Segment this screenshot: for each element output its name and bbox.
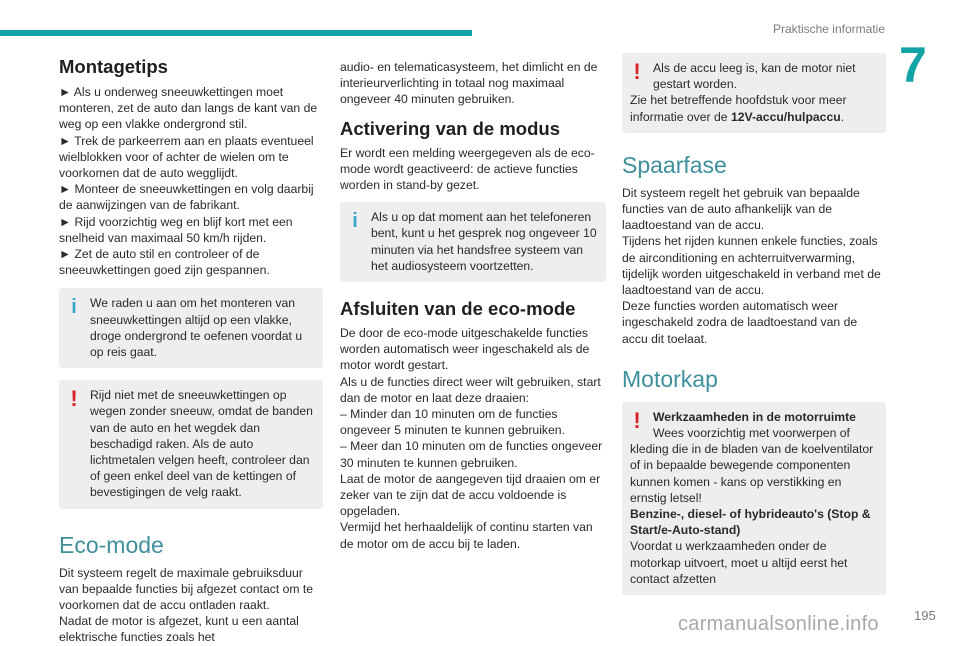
warning-icon: ! bbox=[633, 59, 641, 84]
info-box-phone bbox=[340, 202, 606, 282]
warning-box-line1: Als de accu leeg is, kan de motor niet gestart worden. bbox=[653, 61, 856, 92]
chapter-number: 7 bbox=[899, 37, 927, 93]
spaarfase-text: Dit systeem regelt het gebruik van bepaalde functies van de auto afhankelijk van de laadtoestand van de accu. Tijdens het rijden kunnen enkele functies, zoals de airconditioning en achterruitverwarming, tijdelijk worden uitgeschakeld in verband met de laadtoestand van de accu. Deze functies worden automatisch weer ingeschakeld zodra de laadtoestand van de accu dit toelaat. bbox=[622, 185, 881, 346]
motorkap-title: Motorkap bbox=[622, 365, 718, 392]
warning-box-battery bbox=[622, 53, 886, 133]
info-box-montage bbox=[59, 288, 323, 368]
warning-icon: ! bbox=[70, 386, 78, 412]
warning-box-line2-end: . bbox=[840, 109, 845, 124]
warning-icon: ! bbox=[633, 407, 641, 433]
column-3 bbox=[622, 53, 886, 595]
header-accent-bar bbox=[0, 30, 472, 36]
afsluiten-title: Afsluiten van de eco-mode bbox=[340, 298, 576, 320]
watermark: carmanualsonline.info bbox=[678, 613, 879, 635]
page-number: 195 bbox=[914, 608, 936, 623]
ecomode-text: Dit systeem regelt de maximale gebruiksduur van bepaalde functies bij afgezet contact om te voorkomen dat de accu ontladen raakt. Nadat de motor is afgezet, kunt u een aantal elektrische functies zoals het bbox=[59, 565, 314, 645]
warning-box-text: Rijd niet met de sneeuwkettingen op wegen zonder sneeuw, omdat de banden van de auto en het wegdek dan beschadigd raken. Als de auto lichtmetalen velgen heeft, controleer dan of geen enkel deel van de kettingen of bevestigingen de velg raakt. bbox=[90, 388, 313, 500]
afsluiten-text: De door de eco-mode uitgeschakelde functies worden automatisch weer ingeschakeld als de motor wordt gestart. Als u de functies direct weer wilt gebruiken, start dan de motor en laat deze draaien: – Minder dan 10 minuten om de functies ongeveer 5 minuten te kunnen gebruiken. – Meer dan 10 minuten om de functies ongeveer 30 minuten te kunnen gebruiken. Laat de motor de aangegeven tijd draaien om er zeker van te zijn dat de accu voldoende is opgeladen. Vermijd het herhaaldelijk of continu starten van de motor om de accu bij te laden. bbox=[340, 326, 603, 551]
activering-title: Activering van de modus bbox=[340, 117, 560, 139]
column-1 bbox=[59, 56, 323, 646]
info-icon: i bbox=[71, 296, 77, 319]
column-2 bbox=[340, 59, 606, 552]
warning-box-line2-text: Zie het betreffende hoofdstuk voor meer informatie over de bbox=[630, 93, 847, 124]
activering-text: Er wordt een melding weergegeven als de eco-mode wordt geactiveerd: de actieve functies worden in stand-by gezet. bbox=[340, 145, 595, 193]
ecomode-continued-text: audio- en telematicasysteem, het dimlicht en de interieurverlichting in totaal nog maximaal ongeveer 40 minuten gebruiken. bbox=[340, 60, 598, 107]
warning-box-line2 bbox=[630, 92, 878, 124]
montagetips-title: Montagetips bbox=[59, 56, 168, 77]
info-box-text: Als u op dat moment aan het telefoneren bent, kunt u het gesprek nog ongeveer 10 minuten via het handsfree systeem van het audiosysteem voortzetten. bbox=[371, 210, 597, 273]
warning-box-chains bbox=[59, 380, 323, 508]
warning-engine-title: Werkzaamheden in de motorruimte bbox=[653, 409, 856, 424]
section-header: Praktische informatie bbox=[772, 22, 885, 36]
ecomode-title: Eco-mode bbox=[59, 531, 164, 558]
spaarfase-title: Spaarfase bbox=[622, 151, 727, 178]
warning-engine-text2: Voordat u werkzaamheden onder de motorkap uitvoert, moet u altijd eerst het contact afzetten bbox=[630, 539, 848, 586]
montagetips-text: ► Als u onderweg sneeuwkettingen moet monteren, zet de auto dan langs de kant van de weg op een vlakke ondergrond stil. ► Trek de parkeerrem aan en plaats eventueel wielblokken voor of achter de wielen om te voorkomen dat de auto wegglijdt. ► Monteer de sneeuwkettingen en volg daarbij de aanwijzingen van de fabrikant. ► Rijd voorzichtig weg en blijf kort met een snelheid van maximaal 50 km/h rijden. ► Zet de auto stil en controleer of de sneeuwkettingen goed zijn gespannen. bbox=[59, 85, 318, 278]
info-icon: i bbox=[352, 210, 358, 233]
battery-reference-link: 12V-accu/hulpaccu bbox=[730, 109, 841, 124]
info-box-text: We raden u aan om het monteren van sneeuwkettingen altijd op een vlakke, droge ondergrond te oefenen voordat u op reis gaat. bbox=[90, 296, 303, 360]
warning-box-engine bbox=[622, 402, 886, 595]
warning-engine-text: Wees voorzichtig met voorwerpen of kleding die in de bladen van de koelventilator of in bepaalde bewegende componenten kunnen komen - kans op verstikking en ernstig letsel! bbox=[630, 426, 874, 505]
warning-engine-subtitle: Benzine-, diesel- of hybrideauto's (Stop & Start/e-Auto-stand) bbox=[630, 507, 871, 538]
